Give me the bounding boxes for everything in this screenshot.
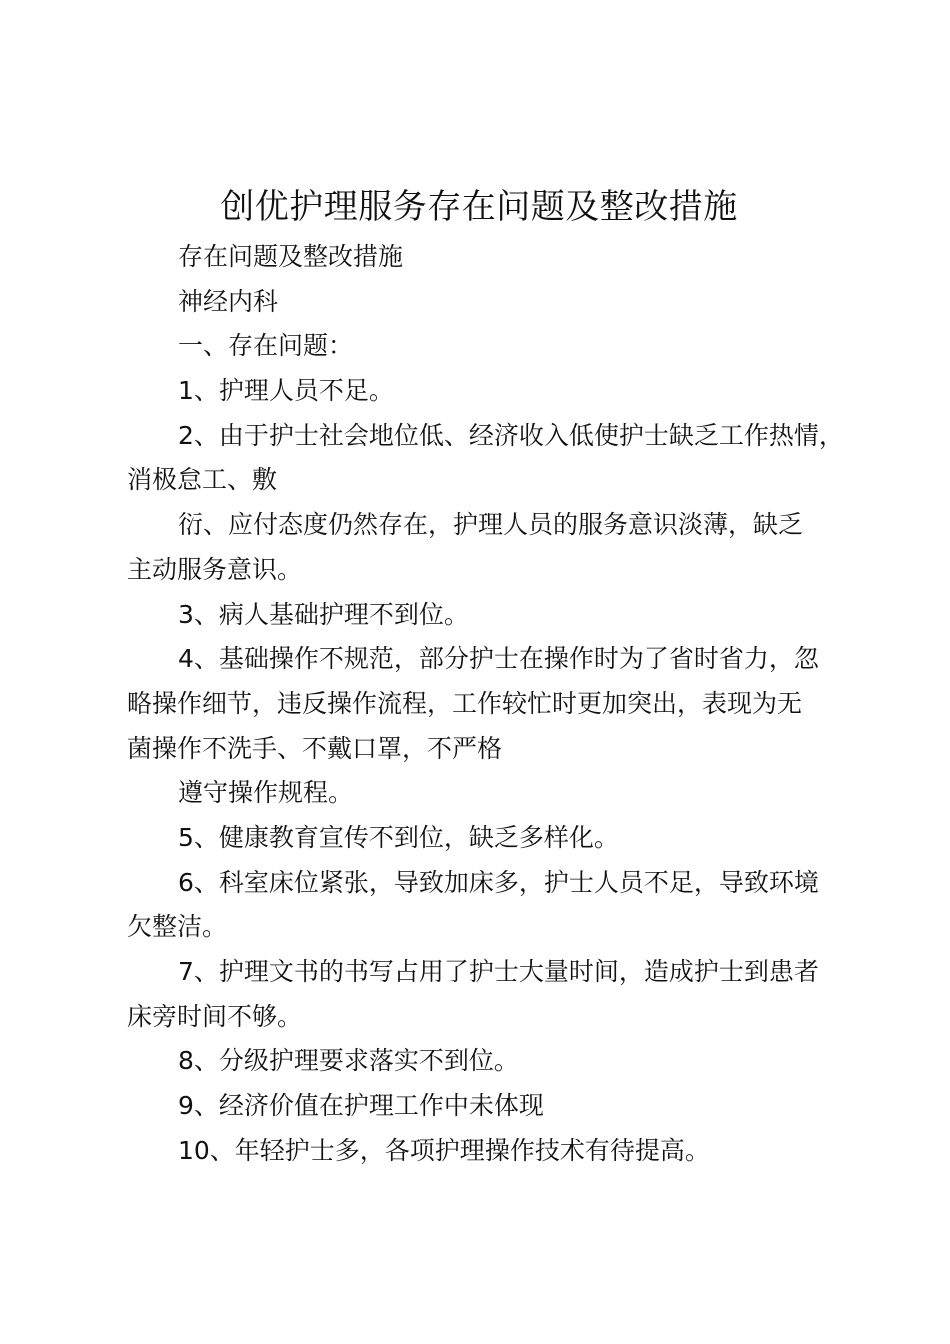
paragraph-line: 8、分级护理要求落实不到位。 — [178, 1046, 519, 1076]
paragraph — [127, 1129, 867, 1174]
paragraph-line: 遵守操作规程。 — [178, 778, 354, 808]
paragraph — [127, 1039, 867, 1084]
paragraph — [127, 637, 867, 771]
paragraph-line: 略操作细节，违反操作流程，工作较忙时更加突出，表现为无 — [127, 688, 803, 718]
paragraph-line: 3、病人基础护理不到位。 — [178, 599, 469, 629]
paragraph — [127, 593, 867, 638]
paragraph-line: 7、护理文书的书写占用了护士大量时间，造成护士到患者 — [178, 957, 819, 986]
paragraph-line: 神经内科 — [178, 286, 279, 316]
paragraph-line: 9、经济价值在护理工作中未体现 — [178, 1091, 544, 1121]
document-body — [127, 235, 867, 1173]
paragraph-line: 欠整洁。 — [127, 912, 228, 942]
paragraph-line: 床旁时间不够。 — [127, 1001, 303, 1031]
paragraph — [127, 861, 867, 950]
paragraph-line: 4、基础操作不规范，部分护士在操作时为了省时省力，忽 — [178, 644, 819, 674]
paragraph-line: 5、健康教育宣传不到位，缺乏多样化。 — [178, 822, 619, 852]
paragraph — [127, 816, 867, 861]
paragraph — [127, 324, 867, 369]
paragraph — [127, 414, 867, 503]
paragraph — [127, 369, 867, 414]
paragraph-line: 菌操作不洗手、不戴口罩，不严格 — [127, 733, 503, 763]
paragraph-line: 一、存在问题： — [178, 331, 354, 361]
document-title: 创优护理服务存在问题及整改措施 — [220, 187, 738, 227]
paragraph — [127, 280, 867, 325]
paragraph-line: 存在问题及整改措施 — [178, 242, 404, 271]
paragraph-line: 主动服务意识。 — [127, 554, 303, 584]
paragraph-line: 6、科室床位紧张，导致加床多，护士人员不足，导致环境 — [178, 867, 819, 897]
paragraph-line: 消极怠工、敷 — [127, 465, 278, 495]
paragraph-line: 2、由于护士社会地位低、经济收入低使护士缺乏工作热情， — [178, 420, 844, 450]
paragraph-line: 10、年轻护士多，各项护理操作技术有待提高。 — [178, 1135, 710, 1165]
paragraph — [127, 235, 867, 280]
paragraph-line: 衍、应付态度仍然存在，护理人员的服务意识淡薄，缺乏 — [178, 510, 804, 540]
paragraph — [127, 503, 867, 592]
paragraph — [127, 950, 867, 1039]
paragraph-line: 1、护理人员不足。 — [178, 376, 394, 406]
paragraph — [127, 771, 867, 816]
paragraph — [127, 1084, 867, 1129]
